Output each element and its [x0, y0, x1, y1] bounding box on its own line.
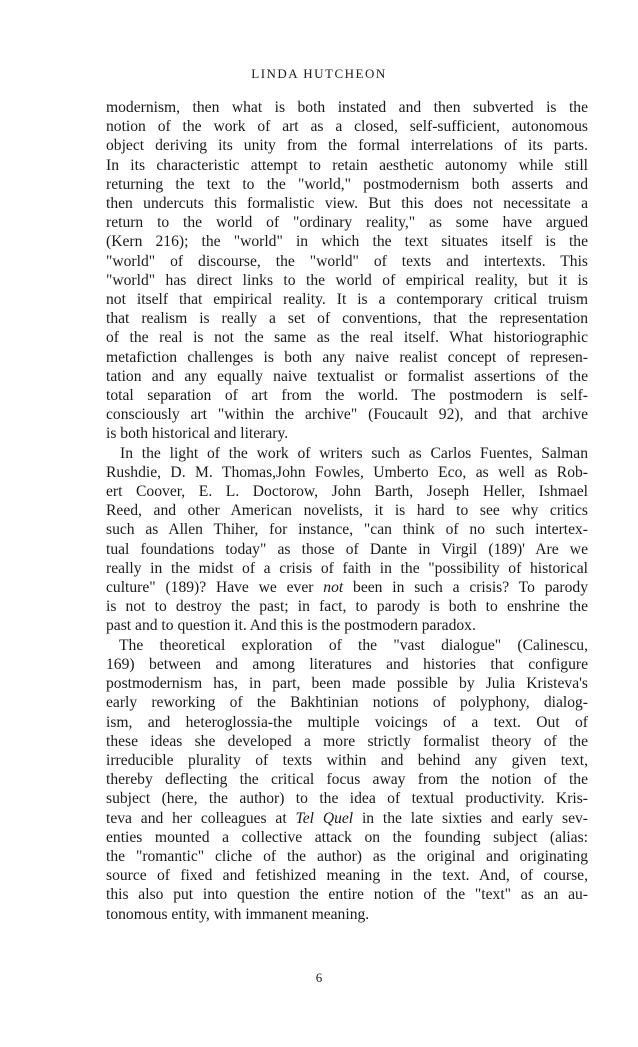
text-line: In the light of the work of writers such as Carlos Fuentes, Salman — [120, 444, 588, 462]
text-line: early reworking of the Bakhtinian notions of polyphony, dialog- — [106, 694, 588, 712]
text-line: metafiction challenges is both any naive realist concept of represen- — [106, 348, 588, 366]
text-line: In its characteristic attempt to retain aesthetic autonomy while still — [106, 156, 588, 174]
text-line: past and to question it. And this is the postmodern paradox. — [106, 617, 476, 635]
text-line: consciously art "within the archive" (Foucault 92), and that archive — [106, 406, 588, 424]
text-line: thereby deflecting the critical focus away from the notion of the — [106, 771, 588, 789]
body-text — [106, 98, 588, 924]
text-line: ert Coover, E. L. Doctorow, John Barth, Joseph Heller, Ishmael — [106, 483, 588, 501]
text-line: subject (here, the author) to the idea of textual productivity. Kris- — [106, 790, 588, 808]
text-line: not itself that empirical reality. It is a contemporary critical truism — [106, 291, 588, 309]
text-line: tual foundations today" as those of Dante in Virgil (189)' Are we — [106, 540, 588, 558]
text-line: really in the midst of a crisis of faith in the "possibility of historical — [106, 559, 588, 577]
text-line: returning the text to the "world," postmodernism both asserts and — [106, 175, 588, 193]
text-segment: culture" (189)? Have we ever — [106, 579, 314, 597]
text-line: modernism, then what is both instated and then subverted is the — [106, 99, 588, 116]
text-line: is both historical and literary. — [106, 425, 289, 443]
text-line: The theoretical exploration of the "vast dialogue" (Calinescu, — [119, 636, 588, 654]
text-line: irreducible plurality of texts within and behind any given text, — [106, 751, 588, 769]
italic-not: not — [323, 579, 344, 597]
text-segment: in the late sixties and early sev- — [361, 809, 588, 827]
text-line: return to the world of "ordinary reality," as some have argued — [106, 214, 588, 232]
text-line: source of fixed and fetishized meaning in the text. And, of course, — [106, 867, 588, 885]
text-line: total separation of art from the world. The postmodern is self- — [106, 387, 588, 405]
text-line: notion of the work of art as a closed, self-sufficient, autonomous — [106, 118, 588, 136]
running-head: LINDA HUTCHEON — [251, 66, 387, 81]
text-line: then undercuts this formalistic view. But this does not necessitate a — [106, 195, 588, 213]
text-line: Reed, and other American novelists, it is hard to see why critics — [106, 502, 588, 520]
text-line — [106, 578, 588, 597]
text-line: the "romantic" cliche of the author) as the original and originating — [106, 847, 588, 865]
italic-tel-quel: Tel Quel — [295, 809, 354, 827]
text-segment: been in such a crisis? To parody — [353, 579, 589, 597]
text-line: this also put into question the entire notion of the "text" as an au- — [106, 886, 588, 904]
text-line: ism, and heteroglossia-the multiple voicings of a text. Out of — [106, 713, 588, 731]
text-line: tation and any equally naive textualist or formalist assertions of the — [106, 367, 588, 385]
text-line: Rushdie, D. M. Thomas,John Fowles, Umberto Eco, as well as Rob- — [106, 463, 588, 481]
text-segment: teva and her colleagues at — [106, 809, 287, 827]
text-line — [106, 809, 588, 828]
text-line: tonomous entity, with immanent meaning. — [106, 905, 370, 923]
text-line: these ideas she developed a more strictly formalist theory of the — [106, 732, 588, 750]
text-line: enties mounted a collective attack on the founding subject (alias: — [106, 828, 588, 846]
text-line: of the real is not the same as the real itself. What historiographic — [106, 329, 588, 347]
text-line: "world" has direct links to the world of empirical reality, but it is — [106, 271, 588, 289]
text-line: is not to destroy the past; in fact, to parody is both to enshrine the — [106, 598, 588, 616]
text-line: that realism is really a set of conventions, that the representation — [106, 310, 588, 328]
page-number: 6 — [315, 970, 323, 985]
text-line: "world" of discourse, the "world" of texts and intertexts. This — [106, 252, 588, 270]
text-line: such as Allen Thiher, for instance, "can think of no such intertex- — [106, 521, 588, 539]
text-line: object deriving its unity from the formal interrelations of its parts. — [106, 137, 588, 155]
text-line: (Kern 216); the "world" in which the text situates itself is the — [106, 233, 588, 251]
text-line: 169) between and among literatures and histories that configure — [106, 655, 588, 673]
text-line: postmodernism has, in part, been made possible by Julia Kristeva's — [106, 675, 588, 693]
